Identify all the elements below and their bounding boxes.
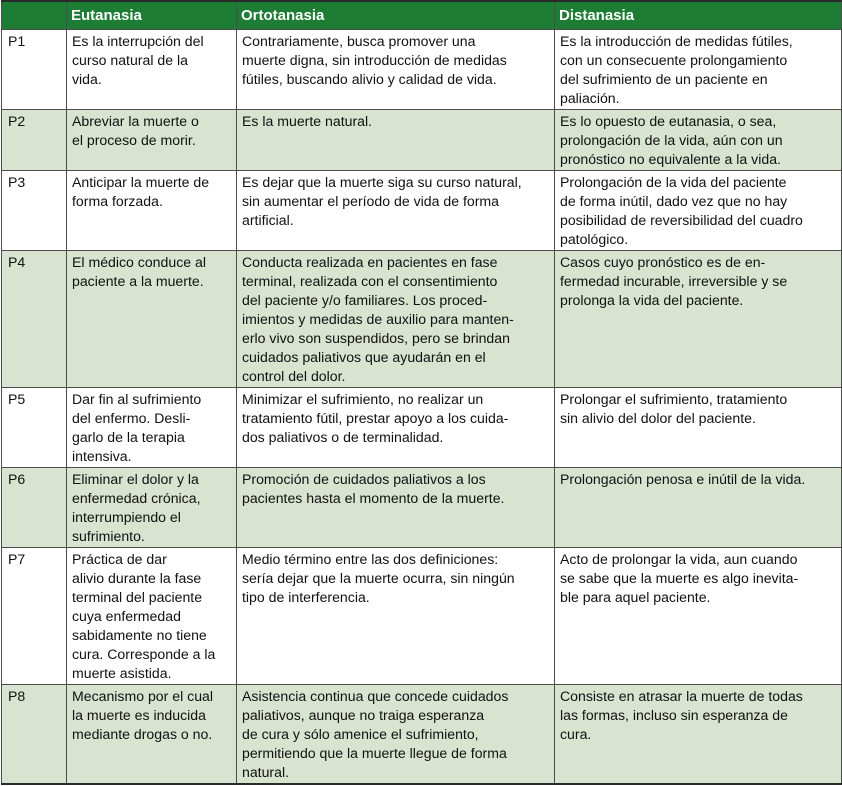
table-row <box>2 468 842 548</box>
header-eutanasia: Eutanasia <box>67 1 237 30</box>
eutanasia-line: Es la interrupción del <box>72 33 204 49</box>
row-id-cell: P1 <box>2 30 67 110</box>
distanasia-line: de forma inútil, dado vez que no hay <box>560 193 788 209</box>
ortotanasia-line: dos paliativos o de terminalidad. <box>242 429 444 445</box>
eutanasia-cell <box>67 388 237 468</box>
eutanasia-line: mediante drogas o no. <box>72 726 213 742</box>
eutanasia-line: cuya enfermedad <box>72 608 181 624</box>
distanasia-line: Consiste en atrasar la muerte de todas <box>560 688 803 704</box>
row-id-cell: P4 <box>2 251 67 388</box>
ortotanasia-cell <box>237 685 555 785</box>
table-row <box>2 685 842 785</box>
ortotanasia-cell <box>237 548 555 685</box>
distanasia-line: con un consecuente prolongamiento <box>560 52 788 68</box>
eutanasia-line: el proceso de morir. <box>72 132 196 148</box>
definitions-table <box>1 0 842 785</box>
distanasia-cell <box>555 685 842 785</box>
table-body <box>2 30 842 785</box>
ortotanasia-line: imientos y medidas de auxilio para manten- <box>242 311 514 327</box>
ortotanasia-line: paliativos, aunque no traiga esperanza <box>242 707 485 723</box>
eutanasia-cell <box>67 171 237 251</box>
eutanasia-cell <box>67 685 237 785</box>
table-row <box>2 548 842 685</box>
ortotanasia-line: erlo vivo son suspendidos, pero se brindan <box>242 330 510 346</box>
distanasia-cell <box>555 548 842 685</box>
ortotanasia-cell <box>237 171 555 251</box>
header-ortotanasia: Ortotanasia <box>237 1 555 30</box>
distanasia-cell <box>555 468 842 548</box>
eutanasia-line: garlo de la terapia <box>72 429 185 445</box>
eutanasia-line: intensiva. <box>72 448 132 464</box>
distanasia-line: Es lo opuesto de eutanasia, o sea, <box>560 113 777 129</box>
ortotanasia-line: Minimizar el sufrimiento, no realizar un <box>242 391 484 407</box>
row-id-cell: P8 <box>2 685 67 785</box>
table-row <box>2 251 842 388</box>
row-id-cell: P7 <box>2 548 67 685</box>
eutanasia-cell <box>67 251 237 388</box>
distanasia-line: patológico. <box>560 231 629 247</box>
eutanasia-line: sabidamente no tiene <box>72 627 207 643</box>
eutanasia-line: vida. <box>72 71 102 87</box>
ortotanasia-line: Promoción de cuidados paliativos a los <box>242 471 486 487</box>
row-id-cell: P3 <box>2 171 67 251</box>
ortotanasia-line: Contrariamente, busca promover una <box>242 33 476 49</box>
eutanasia-line: El médico conduce al <box>72 254 206 270</box>
distanasia-line: pronóstico no equivalente a la vida. <box>560 151 781 167</box>
ortotanasia-line: sería dejar que la muerte ocurra, sin ningún <box>242 570 515 586</box>
distanasia-line: del sufrimiento de un paciente en <box>560 71 768 87</box>
table-row <box>2 388 842 468</box>
ortotanasia-line: natural. <box>242 764 290 780</box>
eutanasia-line: Práctica de dar <box>72 551 167 567</box>
distanasia-line: Es la introducción de medidas fútiles, <box>560 33 793 49</box>
eutanasia-line: cura. Corresponde a la <box>72 646 216 662</box>
ortotanasia-line: permitiendo que la muerte llegue de forma <box>242 745 507 761</box>
eutanasia-line: Abreviar la muerte o <box>72 113 199 129</box>
distanasia-line: Casos cuyo pronóstico es de en- <box>560 254 766 270</box>
ortotanasia-line: tipo de interferencia. <box>242 589 370 605</box>
ortotanasia-line: tratamiento fútil, prestar apoyo a los cuida- <box>242 410 509 426</box>
eutanasia-cell <box>67 548 237 685</box>
eutanasia-line: muerte asistida. <box>72 665 172 681</box>
eutanasia-line: la muerte es inducida <box>72 707 206 723</box>
eutanasia-line: terminal del paciente <box>72 589 203 605</box>
eutanasia-line: del enfermo. Desli- <box>72 410 191 426</box>
row-id-cell: P2 <box>2 110 67 171</box>
distanasia-line: se sabe que la muerte es algo inevita- <box>560 570 799 586</box>
ortotanasia-line: muerte digna, sin introducción de medidas <box>242 52 507 68</box>
header-row <box>2 1 842 30</box>
eutanasia-line: sufrimiento. <box>72 528 145 544</box>
eutanasia-line: interrumpiendo el <box>72 509 181 525</box>
distanasia-cell <box>555 110 842 171</box>
distanasia-line: cura. <box>560 726 592 742</box>
distanasia-line: posibilidad de reversibilidad del cuadro <box>560 212 803 228</box>
ortotanasia-line: pacientes hasta el momento de la muerte. <box>242 490 505 506</box>
ortotanasia-cell <box>237 110 555 171</box>
ortotanasia-cell <box>237 388 555 468</box>
ortotanasia-cell <box>237 251 555 388</box>
ortotanasia-line: Asistencia continua que concede cuidados <box>242 688 509 704</box>
header-distanasia: Distanasia <box>555 1 842 30</box>
distanasia-cell <box>555 251 842 388</box>
ortotanasia-cell <box>237 468 555 548</box>
distanasia-line: sin alivio del dolor del paciente. <box>560 410 756 426</box>
distanasia-line: prolonga la vida del paciente. <box>560 292 744 308</box>
row-id-cell: P5 <box>2 388 67 468</box>
ortotanasia-line: sin aumentar el período de vida de forma <box>242 193 499 209</box>
eutanasia-line: paciente a la muerte. <box>72 273 204 289</box>
distanasia-line: paliación. <box>560 90 620 106</box>
distanasia-line: ble para aquel paciente. <box>560 589 711 605</box>
ortotanasia-line: fútiles, buscando alivio y calidad de vida. <box>242 71 497 87</box>
eutanasia-line: Mecanismo por el cual <box>72 688 213 704</box>
distanasia-line: Acto de prolongar la vida, aun cuando <box>560 551 798 567</box>
eutanasia-line: Eliminar el dolor y la <box>72 471 199 487</box>
distanasia-line: fermedad incurable, irreversible y se <box>560 273 788 289</box>
ortotanasia-line: Es la muerte natural. <box>242 113 373 129</box>
eutanasia-cell <box>67 110 237 171</box>
eutanasia-cell <box>67 468 237 548</box>
eutanasia-line: Dar fin al sufrimiento <box>72 391 202 407</box>
table-row <box>2 171 842 251</box>
distanasia-line: las formas, incluso sin esperanza de <box>560 707 788 723</box>
distanasia-line: Prolongación de la vida del paciente <box>560 174 787 190</box>
ortotanasia-line: cuidados paliativos que ayudarán en el <box>242 349 486 365</box>
distanasia-line: prolongación de la vida, aún con un <box>560 132 783 148</box>
eutanasia-line: curso natural de la <box>72 52 188 68</box>
ortotanasia-line: artificial. <box>242 212 294 228</box>
table-row <box>2 110 842 171</box>
eutanasia-line: alivio durante la fase <box>72 570 202 586</box>
ortotanasia-line: terminal, realizada con el consentimiento <box>242 273 498 289</box>
eutanasia-line: enfermedad crónica, <box>72 490 201 506</box>
ortotanasia-line: Conducta realizada en pacientes en fase <box>242 254 498 270</box>
distanasia-line: Prolongación penosa e inútil de la vida. <box>560 471 806 487</box>
ortotanasia-cell <box>237 30 555 110</box>
distanasia-cell <box>555 30 842 110</box>
eutanasia-cell <box>67 30 237 110</box>
table-row <box>2 30 842 110</box>
distanasia-cell <box>555 388 842 468</box>
row-id-cell: P6 <box>2 468 67 548</box>
ortotanasia-line: de cura y sólo amenice el sufrimiento, <box>242 726 479 742</box>
ortotanasia-line: Es dejar que la muerte siga su curso natural, <box>242 174 522 190</box>
eutanasia-line: forma forzada. <box>72 193 163 209</box>
distanasia-line: Prolongar el sufrimiento, tratamiento <box>560 391 788 407</box>
ortotanasia-line: Medio término entre las dos definiciones: <box>242 551 499 567</box>
ortotanasia-line: del paciente y/o familiares. Los proced- <box>242 292 488 308</box>
header-id <box>2 1 67 30</box>
eutanasia-line: Anticipar la muerte de <box>72 174 210 190</box>
distanasia-cell <box>555 171 842 251</box>
ortotanasia-line: control del dolor. <box>242 368 346 384</box>
